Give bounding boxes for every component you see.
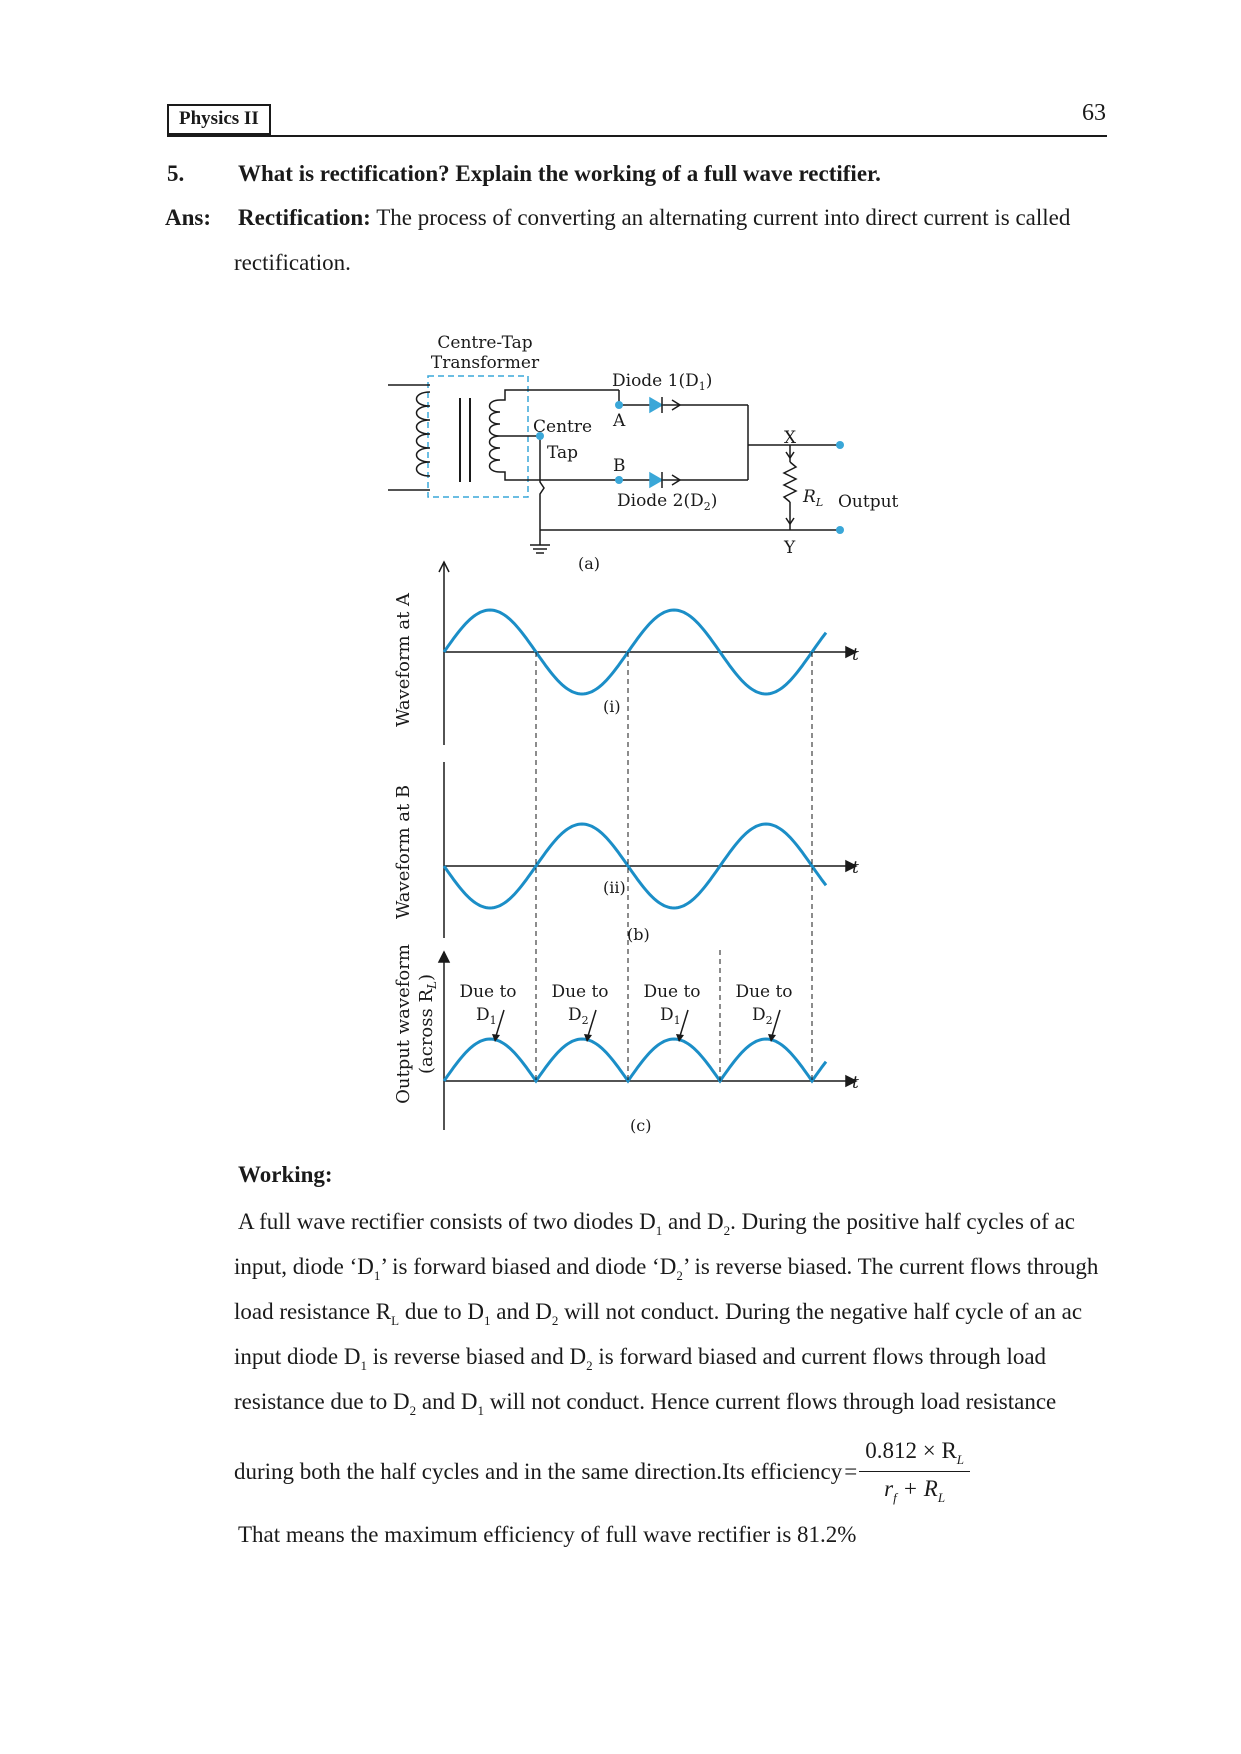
working-line-5 <box>234 1387 1056 1420</box>
wl1-a: A full wave rectifier consists of two diodes D <box>238 1209 656 1234</box>
node-a-dot <box>615 401 623 409</box>
node-b-dot <box>615 476 623 484</box>
ylabel-output-2-end: ) <box>416 973 437 982</box>
wl2-b: ’ is forward biased and diode ‘D <box>380 1254 677 1279</box>
wl3-sub-1: L <box>391 1313 400 1328</box>
caption-c: (c) <box>630 1116 652 1135</box>
t-label-i: t <box>852 645 859 665</box>
wl3-c: and D <box>490 1299 552 1324</box>
wl3-sub-2: 1 <box>484 1313 491 1328</box>
wl2-c: ’ is reverse biased. The current flows through <box>682 1254 1099 1279</box>
rl-label <box>802 487 823 509</box>
wl3-d: will not conduct. During the negative half cycle of an ac <box>558 1299 1083 1324</box>
wl4-a: input diode D <box>234 1344 361 1369</box>
caption-a: (a) <box>578 554 601 573</box>
tap-label: Tap <box>547 443 579 463</box>
wire-to-a <box>500 390 619 400</box>
wl1-c: . During the positive half cycles of ac <box>730 1209 1075 1234</box>
due-to-labels <box>459 982 792 1042</box>
centre-tap-wire <box>500 436 544 545</box>
rl-main: R <box>803 487 816 507</box>
ylabel-output-1: Output waveform <box>393 944 414 1104</box>
due-to-label-4: Due to <box>735 982 793 1002</box>
caption-ii: (ii) <box>603 878 626 897</box>
diode-1-sub: 1 <box>698 380 706 393</box>
output-label: Output <box>838 492 899 512</box>
node-y-label: Y <box>784 538 796 558</box>
diode-2-sub: 2 <box>703 500 711 513</box>
wl4-sub-1: 1 <box>360 1358 367 1373</box>
output-waveform-curve <box>444 1039 826 1081</box>
conclusion: That means the maximum efficiency of full wave rectifier is 81.2% <box>238 1522 857 1547</box>
t-label-ii: t <box>852 858 859 878</box>
node-b-label: B <box>613 456 626 476</box>
due-to-arrow-1 <box>496 1010 504 1036</box>
definition-text: The process of converting an alternating current into direct current is called <box>376 205 1071 230</box>
diode-2-text: Diode 2(D <box>617 491 704 511</box>
working-line-4 <box>234 1342 1046 1375</box>
den-plus: + R <box>896 1476 938 1501</box>
working-line-1 <box>238 1207 1075 1240</box>
wl5-sub-2: 1 <box>477 1403 484 1418</box>
fraction-numerator <box>859 1436 970 1472</box>
definition-term: Rectification: <box>238 205 371 230</box>
output-node-bottom <box>836 526 844 534</box>
fraction-denominator <box>859 1472 970 1507</box>
diode-2-symbol <box>650 473 662 487</box>
wl4-sub-2: 2 <box>586 1358 593 1373</box>
due-to-diode-3: $D_1$ <box>660 1005 681 1027</box>
working-line-3 <box>234 1297 1082 1330</box>
wl2-a: input, diode ‘D <box>234 1254 374 1279</box>
wl1-b: and D <box>662 1209 724 1234</box>
den-r: r <box>884 1476 894 1501</box>
due-to-label-3: Due to <box>643 982 701 1002</box>
wl4-b: is reverse biased and D <box>367 1344 587 1369</box>
efficiency-fraction <box>859 1436 970 1507</box>
output-node-top <box>836 441 844 449</box>
diode-1-label <box>612 371 712 393</box>
working-line-6 <box>234 1436 970 1507</box>
due-to-diode-4: $D_2$ <box>752 1005 773 1027</box>
wl4-c: is forward biased and current flows through load <box>592 1344 1047 1369</box>
efficiency-text: during both the half cycles and in the same direction.Its efficiency <box>234 1458 843 1484</box>
wl5-b: and D <box>416 1389 478 1414</box>
wl5-sub-1: 2 <box>409 1403 417 1418</box>
due-to-arrow-3 <box>680 1010 688 1036</box>
wl5-a: resistance due to D <box>234 1389 410 1414</box>
wl5-c: will not conduct. Hence current flows through load resistance <box>483 1389 1057 1414</box>
caption-b: (b) <box>627 925 650 944</box>
ylabel-waveform-a: Waveform at A <box>393 592 414 728</box>
ylabel-output-2 <box>416 974 439 1074</box>
diode-2-label <box>617 491 717 513</box>
diode-2-close: ) <box>710 491 718 511</box>
t-label-c: t <box>852 1073 859 1093</box>
due-to-diode-1: $D_1$ <box>476 1005 497 1027</box>
rl-sub: L <box>815 496 824 509</box>
circuit-diagram <box>388 333 840 553</box>
answer-label: Ans: <box>165 205 212 230</box>
working-heading: Working: <box>238 1162 333 1187</box>
waveform-b-axes <box>444 762 856 938</box>
wl1-sub-2: 2 <box>723 1223 731 1238</box>
secondary-coil <box>490 400 501 472</box>
num-sub: L <box>956 1452 965 1467</box>
diode-1-symbol <box>650 398 662 412</box>
page-number: 63 <box>1082 100 1106 126</box>
axis-c-y-arrow <box>439 952 449 962</box>
wl1-sub-1: 1 <box>655 1223 663 1238</box>
ylabel-output-2-text: (across R <box>416 988 437 1075</box>
diode-1-text: Diode 1(D <box>612 371 699 391</box>
equals-sign: = <box>844 1458 858 1484</box>
node-a-label: A <box>613 411 626 431</box>
subject-header: Physics II <box>167 104 271 135</box>
due-to-diode-2: $D_2$ <box>568 1005 589 1027</box>
transformer-label-1: Centre-Tap <box>437 333 533 353</box>
den-sub: L <box>937 1490 946 1505</box>
due-to-label-1: Due to <box>459 982 517 1002</box>
caption-i: (i) <box>603 697 621 716</box>
centre-label: Centre <box>533 417 593 437</box>
due-to-arrow-2 <box>588 1010 596 1036</box>
wl2-sub-1: 1 <box>373 1268 381 1283</box>
ylabel-waveform-b: Waveform at B <box>393 784 414 920</box>
question-number: 5. <box>167 161 185 186</box>
transformer-label-2: Transformer <box>430 353 540 373</box>
resistor-symbol <box>784 462 796 502</box>
working-line-2 <box>234 1252 1098 1285</box>
due-to-arrow-4 <box>772 1010 780 1036</box>
wl2-sub-2: 2 <box>676 1268 683 1283</box>
definition-line-2: rectification. <box>234 250 351 275</box>
den-rsub: f <box>893 1490 897 1505</box>
due-to-label-2: Due to <box>551 982 609 1002</box>
num-text: 0.812 × R <box>865 1438 957 1463</box>
ylabel-output-2-sub: L <box>425 981 439 989</box>
diode-1-close: ) <box>705 371 713 391</box>
question-text: What is rectification? Explain the working of a full wave rectifier. <box>238 161 881 186</box>
wire-to-b <box>500 472 619 480</box>
wl3-b: due to D <box>399 1299 485 1324</box>
waveform-a-axes <box>439 562 856 745</box>
wl3-sub-3: 2 <box>551 1313 559 1328</box>
wl3-a: load resistance R <box>234 1299 392 1324</box>
node-x-label: X <box>784 428 797 448</box>
